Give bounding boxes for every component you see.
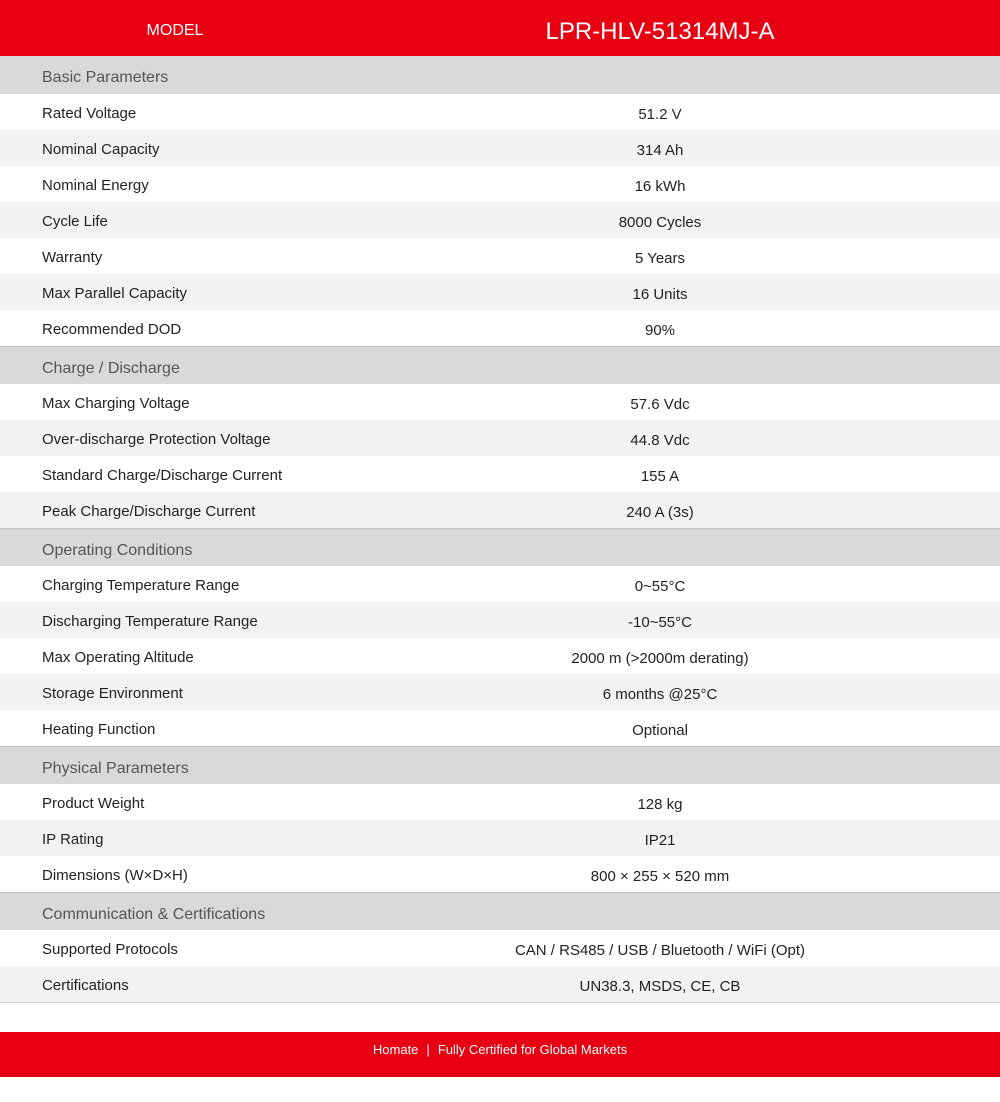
section-header: Communication & Certifications bbox=[0, 892, 1000, 930]
spec-name: Max Operating Altitude bbox=[42, 649, 194, 666]
footer-tagline: Fully Certified for Global Markets bbox=[437, 1042, 628, 1057]
spec-value: 0~55°C bbox=[634, 578, 686, 595]
section-header: Basic Parameters bbox=[0, 56, 1000, 94]
spec-row bbox=[0, 202, 1000, 238]
spec-value: 57.6 Vdc bbox=[630, 396, 690, 413]
spec-value: -10~55°C bbox=[628, 614, 692, 631]
spec-row bbox=[0, 710, 1000, 746]
spec-name: Warranty bbox=[42, 249, 103, 266]
spec-name: Nominal Capacity bbox=[42, 141, 160, 158]
spec-name: Storage Environment bbox=[42, 685, 183, 702]
spec-value: 2000 m (>2000m derating) bbox=[571, 650, 749, 667]
spec-value: CAN / RS485 / USB / Bluetooth / WiFi (Opt) bbox=[514, 942, 806, 959]
section-header: Charge / Discharge bbox=[0, 346, 1000, 384]
spec-name: Cycle Life bbox=[42, 213, 108, 230]
spec-row bbox=[0, 274, 1000, 310]
spec-row bbox=[0, 420, 1000, 456]
spec-table bbox=[0, 56, 1000, 1003]
model-label: MODEL bbox=[146, 22, 204, 39]
spec-row bbox=[0, 638, 1000, 674]
section-header: Physical Parameters bbox=[0, 746, 1000, 784]
spec-row bbox=[0, 492, 1000, 528]
spec-value: 16 kWh bbox=[634, 178, 686, 195]
spec-value: 240 A (3s) bbox=[626, 504, 694, 521]
footer-separator: | bbox=[426, 1042, 430, 1057]
spec-row bbox=[0, 456, 1000, 492]
spec-name: Heating Function bbox=[42, 721, 156, 738]
spec-name: Supported Protocols bbox=[42, 941, 178, 958]
spec-value: Optional bbox=[632, 722, 688, 739]
spec-name: Certifications bbox=[42, 977, 129, 994]
spec-value: 8000 Cycles bbox=[618, 214, 702, 231]
spec-value: 44.8 Vdc bbox=[630, 432, 690, 449]
spec-value: 16 Units bbox=[632, 286, 688, 303]
spec-value: 314 Ah bbox=[636, 142, 684, 159]
spec-name: Peak Charge/Discharge Current bbox=[42, 503, 256, 520]
spec-name: Dimensions (W×D×H) bbox=[42, 867, 188, 884]
spec-name: Max Parallel Capacity bbox=[42, 285, 188, 302]
spec-value: 800 × 255 × 520 mm bbox=[590, 868, 730, 885]
spec-name: Charging Temperature Range bbox=[42, 577, 240, 594]
spec-value: IP21 bbox=[644, 832, 676, 849]
spec-name: IP Rating bbox=[42, 831, 104, 848]
spec-row bbox=[0, 310, 1000, 346]
spec-value: 155 A bbox=[640, 468, 680, 485]
model-number: LPR-HLV-51314MJ-A bbox=[545, 18, 775, 45]
spec-row bbox=[0, 930, 1000, 966]
spec-name: Recommended DOD bbox=[42, 321, 182, 338]
spec-name: Standard Charge/Discharge Current bbox=[42, 467, 283, 484]
spec-name: Discharging Temperature Range bbox=[42, 613, 258, 630]
spec-name: Product Weight bbox=[42, 795, 145, 812]
spec-value: 51.2 V bbox=[638, 106, 682, 123]
spec-value: 5 Years bbox=[634, 250, 686, 267]
model-header bbox=[0, 0, 1000, 56]
section-header: Operating Conditions bbox=[0, 528, 1000, 566]
spec-row bbox=[0, 856, 1000, 892]
spec-row bbox=[0, 238, 1000, 274]
spec-row bbox=[0, 166, 1000, 202]
spec-row bbox=[0, 384, 1000, 420]
spec-row bbox=[0, 784, 1000, 820]
spec-name: Rated Voltage bbox=[42, 105, 137, 122]
spec-row bbox=[0, 94, 1000, 130]
spec-value: 90% bbox=[644, 322, 676, 339]
spec-row bbox=[0, 674, 1000, 710]
spec-row bbox=[0, 566, 1000, 602]
spec-row bbox=[0, 966, 1000, 1002]
spec-row bbox=[0, 130, 1000, 166]
spec-value: 6 months @25°C bbox=[602, 686, 718, 703]
spec-value: UN38.3, MSDS, CE, CB bbox=[579, 978, 741, 995]
footer-brand: Homate bbox=[372, 1042, 419, 1057]
spec-row bbox=[0, 820, 1000, 856]
spec-name: Max Charging Voltage bbox=[42, 395, 190, 412]
spec-value: 128 kg bbox=[637, 796, 683, 813]
spec-row bbox=[0, 602, 1000, 638]
footer-bar bbox=[0, 1032, 1000, 1077]
spec-name: Over-discharge Protection Voltage bbox=[42, 431, 271, 448]
spec-name: Nominal Energy bbox=[42, 177, 149, 194]
